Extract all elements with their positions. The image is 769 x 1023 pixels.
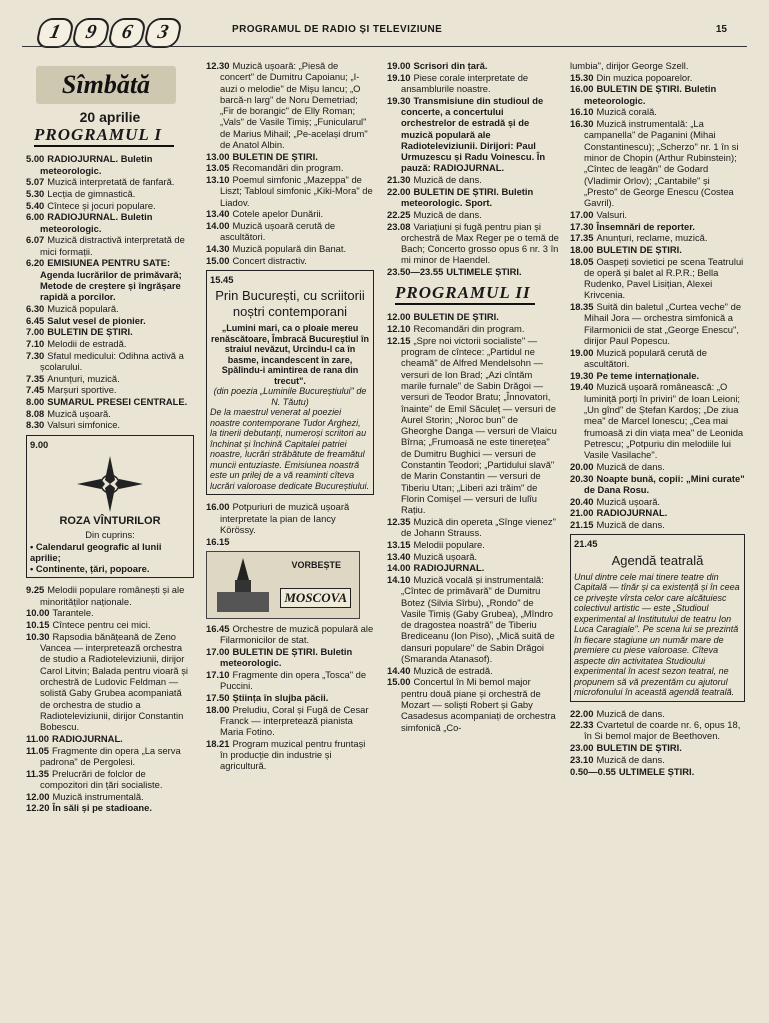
entry-time: 14.10 — [387, 573, 411, 585]
program-entry — [387, 221, 559, 266]
entry-time: 12.20 — [26, 802, 50, 814]
program-entry — [570, 754, 745, 765]
program-entry — [570, 256, 745, 301]
program-entry — [26, 802, 194, 813]
program-entry — [570, 742, 745, 753]
program-entry — [26, 257, 194, 302]
program-entry — [387, 266, 559, 277]
entry-text: Muzică populară cerută de ascultători. — [584, 346, 707, 370]
entry-text: Suită din baletul „Curtea veche" de Mihail Jora — orchestra simfonică a Filarmonicii de stat „George Enescu", dirijor Paul Popescu. — [584, 301, 742, 347]
entry-time: 14.30 — [206, 243, 230, 255]
year-digit: 1 — [35, 18, 75, 48]
program-entry — [387, 72, 559, 95]
program-entry — [570, 461, 745, 472]
entry-text: Marșuri sportive. — [47, 384, 117, 396]
entry-text: Muzică corală. — [596, 106, 657, 118]
program-entry — [206, 151, 374, 162]
entry-time: 5.00 — [26, 153, 45, 165]
program-entry — [26, 419, 194, 430]
year-digit: 9 — [71, 18, 111, 48]
program-entry — [26, 200, 194, 211]
entry-time: 19.00 — [570, 346, 594, 358]
entry-time: 12.15 — [387, 334, 411, 346]
entry-time: 13.40 — [387, 550, 411, 562]
entry-text: Valsuri. — [596, 208, 628, 220]
column-1 — [26, 60, 194, 814]
entry-time: 6.45 — [26, 314, 45, 326]
entry-text: Muzică instrumentală. — [52, 790, 144, 802]
program-entry — [387, 539, 559, 550]
entry-text: Concertul în Mi bemol major pentru două piane și orchestră de Mozart — soliști Robert și Gaby Casadesus acompaniați de orchestra simfonică „Co- — [401, 676, 556, 733]
program-entry — [570, 496, 745, 507]
program-entry — [570, 519, 745, 530]
box-text: Unul dintre cele mai tinere teatre din Capitală — tînăr și ca existență și în ceea ce privește vîrsta celor care alcătuiesc colectivul artistic — este „Studioul experimental al Institutului de teatru Ion Luca Caragiale". Pe scena lui se prezintă în fiecare stagiune un număr mare de premiere cu piese valoroase. Cîteva aspecte din activitatea Studioului experimental în acest sezon teatral, ne propunem să vă prezentăm cu ajutorul microfonului în această agendă teatrală. — [574, 571, 740, 697]
entry-text: RADIOJURNAL. Buletin meteorologic. — [40, 153, 153, 176]
entry-text: Orchestre de muzică populară ale Filarmonicilor de stat. — [220, 622, 374, 646]
entry-time: 14.40 — [387, 664, 411, 676]
entry-text: Știința în slujba păcii. — [232, 691, 329, 703]
program-entry — [387, 323, 559, 334]
page-header — [22, 14, 747, 48]
entry-text: BULETIN DE ȘTIRI. — [232, 150, 318, 162]
program-entry — [26, 326, 194, 337]
program-entry — [570, 118, 745, 208]
program-entry — [570, 106, 745, 117]
entry-time: 15.00 — [206, 254, 230, 266]
program-entry — [26, 408, 194, 419]
program-entry — [570, 72, 745, 83]
entry-time: 22.00 — [387, 185, 411, 197]
column-4 — [570, 60, 745, 777]
entry-time: 23.10 — [570, 753, 594, 765]
program-entry — [570, 473, 745, 496]
entry-time: 12.35 — [387, 515, 411, 527]
box-time: 21.45 — [574, 538, 598, 550]
program-entry — [206, 692, 374, 703]
entry-text: RADIOJURNAL. Buletin meteorologic. — [40, 211, 153, 234]
box-time: 16.15 — [206, 535, 230, 547]
entry-time: 8.08 — [26, 407, 45, 419]
program-entry — [26, 176, 194, 187]
program-entry — [26, 631, 194, 733]
entry-text: Muzică de dans. — [596, 460, 665, 472]
program-entry — [387, 516, 559, 539]
program-entry — [387, 209, 559, 220]
entry-text: Oaspeți sovietici pe scena Teatrului de operă și balet al R.P.R.; Bella Rudenko, Pavel Lisițian, Alexei Krivcenia. — [584, 255, 744, 301]
entry-time: 6.00 — [26, 211, 45, 223]
entry-time: 20.30 — [570, 472, 594, 484]
entry-time: 18.00 — [570, 243, 594, 255]
entry-time: 17.10 — [206, 668, 230, 680]
program-list — [570, 708, 745, 777]
entry-time: 21.30 — [387, 174, 411, 186]
entry-time: 6.07 — [26, 234, 45, 246]
entry-text: Rapsodia bănățeană de Zeno Vancea — interpretează orchestra de studio a Radioteleviziunii, dirijor Carol Litvin; Balada pentru vioară și orchestră de Ludovic Feldman — solistă Gaby Grubea acompaniată de orchestra de studio a Radioteleviziunii, dirijor Constantin Bobescu. — [40, 630, 188, 733]
program-list — [206, 501, 374, 535]
entry-text: Muzică ușoară. — [596, 495, 661, 507]
program-list — [206, 623, 374, 772]
entry-time: 8.00 — [26, 396, 45, 407]
program-entry — [570, 221, 745, 232]
program-entry — [206, 738, 374, 772]
entry-time: 17.35 — [570, 232, 594, 244]
entry-text: RADIOJURNAL. — [596, 507, 668, 519]
program-entry — [570, 347, 745, 370]
program-list — [26, 153, 194, 430]
program-entry — [570, 301, 745, 346]
entry-text: Recomandări din program. — [232, 162, 344, 174]
program-entry — [26, 584, 194, 607]
entry-text: EMISIUNEA PENTRU SATE: Agenda lucrărilor de primăvară; Metode de creștere și îngrășare rapidă a porcilor. — [40, 257, 182, 303]
entry-text: ULTIMELE ȘTIRI. — [618, 765, 695, 777]
bucuresti-box — [206, 270, 374, 495]
label-moscova: MOSCOVA — [280, 588, 351, 608]
entry-time: 10.15 — [26, 619, 50, 631]
program-entry — [26, 607, 194, 618]
entry-time: 10.00 — [26, 607, 50, 619]
entry-text: Prelucrări de folclor de compozitori din țări socialiste. — [40, 767, 163, 790]
entry-text: lumbia", dirijor George Szell. — [570, 60, 689, 71]
program-entry — [206, 704, 374, 738]
entry-time: 6.20 — [26, 257, 45, 269]
entry-time: 21.00 — [570, 507, 594, 519]
entry-text: Muzică ușoară: „Piesă de concert" de Dumitru Capoianu; „I-auzi o melodie" de Mișu Iancu; „O barcă-n larg" de Noru Demetriad; „Fir de borangic" de Elly Roman; „Vals" de Vasile Timiș; „Funicularul" de Marius Mihail; „Pe-același drum" de Anatol Albin. — [220, 60, 368, 151]
entry-text: Piese corale interpretate de ansamblurile noastre. — [401, 71, 529, 94]
program-entry — [570, 719, 745, 742]
entry-time: 17.00 — [206, 645, 230, 657]
entry-text: Variațiuni și fugă pentru pian și orchestră de Max Reger pe o temă de Bach; Concerto grosso opus 6 nr. 3 în mi minor de Haendel. — [401, 220, 559, 266]
program-entry — [387, 95, 559, 174]
entry-text: Muzică populară din Banat. — [232, 243, 347, 255]
entry-time: 15.00 — [387, 676, 411, 688]
entry-text: Melodii populare românești și ale minorităților naționale. — [40, 584, 185, 607]
program-entry — [570, 766, 745, 777]
entry-text: Muzică populară. — [47, 302, 119, 314]
entry-text: Fragmente din opera „La serva padrona" de Pergolesi. — [40, 744, 181, 767]
entry-time: 16.45 — [206, 622, 230, 634]
program-entry — [26, 791, 194, 802]
entry-time: 7.35 — [26, 372, 45, 384]
program-entry — [387, 574, 559, 664]
program-entry — [570, 60, 745, 71]
program-entry — [26, 153, 194, 176]
program-entry — [387, 174, 559, 185]
compass-rose-icon — [71, 454, 149, 514]
box-source: (din poezia „Luminile Bucureștiului" de N. Tăutu) — [213, 386, 367, 407]
entry-time: 22.33 — [570, 719, 594, 731]
column-2 — [206, 60, 374, 772]
header-rule — [22, 46, 747, 47]
program-entry — [206, 162, 374, 173]
entry-time: 20.40 — [570, 495, 594, 507]
program-entry — [26, 745, 194, 768]
entry-time: 17.00 — [570, 208, 594, 220]
entry-time: 7.00 — [26, 326, 45, 338]
entry-time: 13.10 — [206, 174, 230, 186]
entry-text: Cvartetul de coarde nr. 6, opus 18, în Si bemol major de Beethoven. — [584, 719, 741, 742]
entry-text: BULETIN DE ȘTIRI. — [47, 326, 133, 338]
entry-text: În săli și pe stadioane. — [52, 802, 152, 814]
box-title: ROZA VÎNTURILOR — [59, 514, 161, 527]
program-entry — [26, 315, 194, 326]
entry-text: Lecția de gimnastică. — [47, 187, 136, 199]
entry-text: Muzică ușoară. — [413, 550, 478, 562]
entry-time: 19.10 — [387, 71, 411, 83]
program-entry — [206, 174, 374, 208]
entry-text: Muzică ușoară. — [47, 407, 111, 419]
entry-time: 16.30 — [570, 118, 594, 130]
entry-text: Poemul simfonic „Mazeppa" de Liszt; Tabloul simfonic „Kiki-Mora" de Liadov. — [220, 174, 373, 208]
program-entry — [387, 60, 559, 71]
entry-text: Melodii de estradă. — [47, 337, 127, 349]
entry-text: Concert distractiv. — [232, 254, 307, 266]
entry-text: Muzică de dans. — [413, 174, 482, 186]
program-entry — [26, 733, 194, 744]
entry-time: 18.00 — [206, 703, 230, 715]
year-digit: 6 — [107, 18, 147, 48]
program-entry — [26, 768, 194, 791]
year-digit: 3 — [143, 18, 183, 48]
entry-text: SUMARUL PRESEI CENTRALE. — [47, 396, 188, 407]
program-entry — [387, 562, 559, 573]
entry-text: BULETIN DE ȘTIRI. Buletin meteorologic. — [220, 645, 353, 669]
box-time: 9.00 — [30, 438, 49, 450]
program-entry — [206, 243, 374, 254]
entry-text: Muzică de dans. — [413, 208, 482, 220]
entry-text: Melodii populare. — [413, 538, 485, 550]
program-entry — [570, 381, 745, 460]
entry-time: 6.30 — [26, 302, 45, 314]
entry-time: 14.00 — [387, 562, 411, 574]
box-item-text: Calendarul geografic al lunii aprilie; — [30, 540, 162, 563]
entry-text: Potpuriuri de muzică ușoară interpretate la pian de Iancy Körössy. — [220, 501, 350, 535]
entry-text: Muzică de estradă. — [413, 664, 493, 676]
entry-time: 12.10 — [387, 323, 411, 335]
entry-text: Anunțuri, reclame, muzică. — [596, 232, 708, 244]
program-entry — [26, 211, 194, 234]
box-time: 15.45 — [210, 274, 234, 286]
entry-text: Muzică de dans. — [596, 707, 665, 719]
entry-text: RADIOJURNAL. — [413, 562, 485, 574]
box-title: Prin București, cu scriitorii noștri contemporani — [215, 288, 365, 320]
entry-text: Tarantele. — [52, 607, 94, 619]
entry-time: 11.35 — [26, 767, 49, 779]
entry-time: 18.35 — [570, 301, 594, 313]
box-item: • Continente, țări, popoare. — [30, 563, 150, 575]
entry-time: 11.00 — [26, 732, 49, 744]
entry-text: Salut vesel de pionier. — [47, 314, 146, 326]
entry-text: Cîntece și jocuri populare. — [47, 199, 156, 211]
entry-text: Valsuri simfonice. — [47, 419, 121, 431]
program-entry — [26, 303, 194, 314]
entry-time: 13.15 — [387, 538, 411, 550]
entry-text: Muzică ușoară românească: „O luminiță porți în priviri" de Ioan Leioni; „Un gînd" de Ștefan Kardoș; „De ziua mea" de Marcel Ionescu; „Cea mai frumoasă zi din viața mea" de Leonida Petrescu; „Potpuriu din melodiile lui Vasile Vasilache". — [584, 381, 744, 461]
program-entry — [26, 384, 194, 395]
entry-time: 23.00 — [570, 742, 594, 754]
box-subtitle: Din cuprins: — [85, 529, 135, 541]
entry-text: BULETIN DE ȘTIRI. Buletin meteorologic. Sport. — [401, 185, 534, 209]
program-entry — [387, 551, 559, 562]
entry-time: 5.40 — [26, 199, 45, 211]
entry-time: 12.30 — [206, 60, 230, 71]
program-entry — [206, 669, 374, 692]
program-entry — [26, 234, 194, 257]
program-entry — [206, 255, 374, 266]
program-entry — [387, 311, 559, 322]
entry-text: Preludiu, Coral și Fugă de Cesar Franck — interpretează pianista Maria Fotino. — [220, 703, 369, 738]
entry-text: Muzică de dans. — [596, 753, 665, 765]
entry-text: Scrisori din țară. — [413, 60, 488, 71]
program-entry — [570, 507, 745, 518]
entry-time: 16.10 — [570, 106, 594, 118]
page-number: 15 — [715, 24, 727, 35]
entry-time: 19.00 — [387, 60, 411, 71]
program-entry — [206, 501, 374, 535]
entry-text: Cotele apelor Dunării. — [232, 208, 324, 220]
entry-time: 7.30 — [26, 349, 45, 361]
entry-text: Recomandări din program. — [413, 323, 525, 335]
entry-text: BULETIN DE ȘTIRI. Buletin meteorologic. — [584, 83, 717, 106]
entry-time: 12.00 — [26, 790, 50, 802]
entry-text: BULETIN DE ȘTIRI. — [596, 742, 682, 754]
entry-text: Însemnări de reporter. — [596, 220, 695, 232]
entry-text: Muzică vocală și instrumentală: „Cîntec de primăvară" de Dumitru Botez (Silvia Sîrbu), „Rondo" de Vasile Timiș (Gaby Grubea), „Mîndro de dragostea noastră" de Tiberiu Brediceanu (Ion Piso), „Mică suită de dansuri populare" de Sabin Drăgoi (Smaranda Atanasof). — [401, 573, 555, 665]
entry-time: 17.50 — [206, 691, 230, 703]
program-entry — [206, 60, 374, 150]
entry-time: 5.30 — [26, 187, 45, 199]
entry-text: Muzică ușoară cerută de ascultători. — [220, 220, 336, 243]
program-entry — [26, 373, 194, 384]
entry-time: 18.21 — [206, 737, 230, 749]
entry-text: „Spre noi victorii socialiste" — program de cîntece: „Partidul ne cheamă" de Alfred Mendelsohn — versuri de Ion Brad; „Azi cîntăm marile furnale" de Sabin Drăgoi — versuri de Teodor Bratu; „Înnovatori, înainte" de Emil Săculeț — versuri de Aurel Storin; „Noroc bun" de Gheorghe Danga — versuri de Vlaicu Bîrna; „Frumoasă ne este tinerețea" de Dumitru Bughici — versuri de Constantin Teodori; „Partidului slavă" de Marin Constantin — versuri de Tiberiu Utan; „Liberi azi trăim" de Florin Comișel — versuri de Iulîu Rațiu. — [401, 334, 557, 516]
entry-text: RADIOJURNAL. — [51, 732, 123, 744]
program-entry — [26, 396, 194, 407]
entry-text: BULETIN DE ȘTIRI. — [596, 243, 682, 255]
box-item: • Calendarul geografic al lunii aprilie; — [30, 540, 162, 563]
program-entry — [206, 646, 374, 669]
entry-time: 16.00 — [570, 83, 594, 95]
program-entry — [387, 665, 559, 676]
entry-time: 12.00 — [387, 311, 411, 323]
program-entry — [206, 220, 374, 243]
entry-time: 21.15 — [570, 518, 594, 530]
kremlin-tower-icon — [213, 556, 273, 614]
entry-time: 13.00 — [206, 150, 230, 162]
program-entry — [570, 83, 745, 106]
program-entry — [26, 188, 194, 199]
program-entry — [570, 209, 745, 220]
entry-text: ULTIMELE ȘTIRI. — [446, 266, 522, 278]
entry-text: Program muzical pentru fruntași în producție din industrie și agricultură. — [220, 737, 366, 772]
entry-time: 22.00 — [570, 707, 594, 719]
entry-time: 17.30 — [570, 220, 594, 232]
program-entry — [387, 335, 559, 516]
entry-time: 11.05 — [26, 744, 49, 756]
entry-time: 19.30 — [387, 94, 411, 106]
box-title: Agendă teatrală — [611, 552, 704, 568]
entry-text: BULETIN DE ȘTIRI. — [413, 311, 499, 323]
program-entry — [387, 676, 559, 732]
year-badge — [38, 18, 180, 48]
column-3 — [387, 60, 559, 733]
entry-time: 8.30 — [26, 419, 45, 431]
entry-time: 16.00 — [206, 501, 230, 513]
entry-time: 15.30 — [570, 71, 594, 83]
entry-time: 23.50—23.55 — [387, 266, 444, 278]
entry-text: Pe teme internaționale. — [596, 369, 700, 381]
entry-time: 23.08 — [387, 220, 411, 232]
entry-text: Muzică instrumentală: „La campanella" de Paganini (Mihai Constantinescu); „Scherzo" nr. 1 în si minor de Chopin (Arthur Rubinstein); „Cîntec de leagăn" de Godard (Vladimir Orlov); „Cantabile" și „Presto" de George Enescu (Costea Gavril). — [584, 118, 739, 209]
entry-text: Muzică interpretată de fanfară. — [47, 176, 175, 188]
entry-text: Transmisiune din studioul de concerte, a concertului orchestrelor de estradă și de muzică populară ale Radioteleviziunii. Dirijori: Paul Urmuzescu și Radu Voinescu. În pauză: RADIOJURNAL. — [401, 94, 546, 174]
box-item-text: Continente, țări, popoare. — [35, 563, 150, 575]
date: 20 aprilie — [79, 109, 141, 125]
entry-time: 7.10 — [26, 337, 45, 349]
label-vorbeste: VORBEȘTE — [291, 559, 341, 570]
entry-time: 18.05 — [570, 255, 594, 267]
entry-time: 0.50—0.55 — [570, 765, 616, 777]
header-title: PROGRAMUL DE RADIO ȘI TELEVIZIUNE — [232, 24, 443, 35]
entry-text: Noapte bună, copii: „Mini curate" de Dana Rosu. — [584, 472, 745, 495]
entry-text: Muzică distractivă interpretată de mici formații. — [40, 234, 185, 257]
box-text: De la maestrul venerat al poeziei noastre contemporane Tudor Arghezi, la tinerii debutanți, numeroși scriitori au închinat și închină Capitalei patriei noastre, lucrări străbătute de freamătul muncii entuziaste. Emisiunea noastră este un prilej de a vă reaminti cîteva lucrări valoroase dedicate Bucureștiului. — [210, 407, 370, 491]
entry-time: 13.05 — [206, 162, 230, 174]
entry-time: 20.00 — [570, 460, 594, 472]
program-list — [26, 584, 194, 813]
program-entry — [387, 186, 559, 209]
entry-time: 19.40 — [570, 381, 594, 393]
program-list — [387, 60, 559, 277]
program-entry — [26, 619, 194, 630]
program-1-title: PROGRAMUL I — [34, 125, 174, 147]
program-2-title: PROGRAMUL II — [395, 283, 535, 305]
entry-text: Din muzica popoarelor. — [596, 71, 693, 83]
program-entry — [206, 208, 374, 219]
program-list — [387, 311, 559, 733]
entry-time: 7.45 — [26, 384, 45, 396]
program-entry — [570, 708, 745, 719]
agenda-teatrala-box — [570, 534, 745, 701]
program-entry — [26, 350, 194, 373]
entry-time: 10.30 — [26, 630, 50, 642]
program-list — [206, 60, 374, 266]
day-banner: Sîmbătă — [36, 66, 176, 104]
entry-time: 9.25 — [26, 584, 45, 596]
program-entry — [570, 232, 745, 243]
program-list — [570, 60, 745, 530]
entry-time: 22.25 — [387, 208, 411, 220]
entry-text: Muzică de dans. — [596, 518, 665, 530]
program-entry — [570, 244, 745, 255]
entry-time: 13.40 — [206, 208, 230, 220]
entry-text: Fragmente din opera „Tosca" de Puccini. — [220, 668, 367, 692]
program-entry — [206, 623, 374, 646]
vorbeste-moscova-box — [206, 551, 360, 619]
entry-text: Muzică din opereta „Sînge vienez" de Johann Strauss. — [401, 515, 556, 539]
program-entry — [570, 370, 745, 381]
entry-text: Anunțuri, muzică. — [47, 372, 120, 384]
entry-time: 14.00 — [206, 220, 230, 232]
entry-text: Sfatul medicului: Odihna activă a școlarului. — [40, 349, 184, 372]
box-verse: „Lumini mari, ca o ploaie mereu renăscătoare, Îmbracă Bucureștiul în straiul nevăzut, Urcîndu-l ca în basme, incandescent în zare, Spălîndu-i amintirea de rana din trecut". — [210, 323, 370, 386]
entry-text: Cîntece pentru cei mici. — [52, 619, 151, 631]
roza-vinturilor-box — [26, 435, 194, 579]
program-entry — [26, 338, 194, 349]
entry-time: 19.30 — [570, 369, 594, 381]
entry-time: 5.07 — [26, 176, 45, 188]
